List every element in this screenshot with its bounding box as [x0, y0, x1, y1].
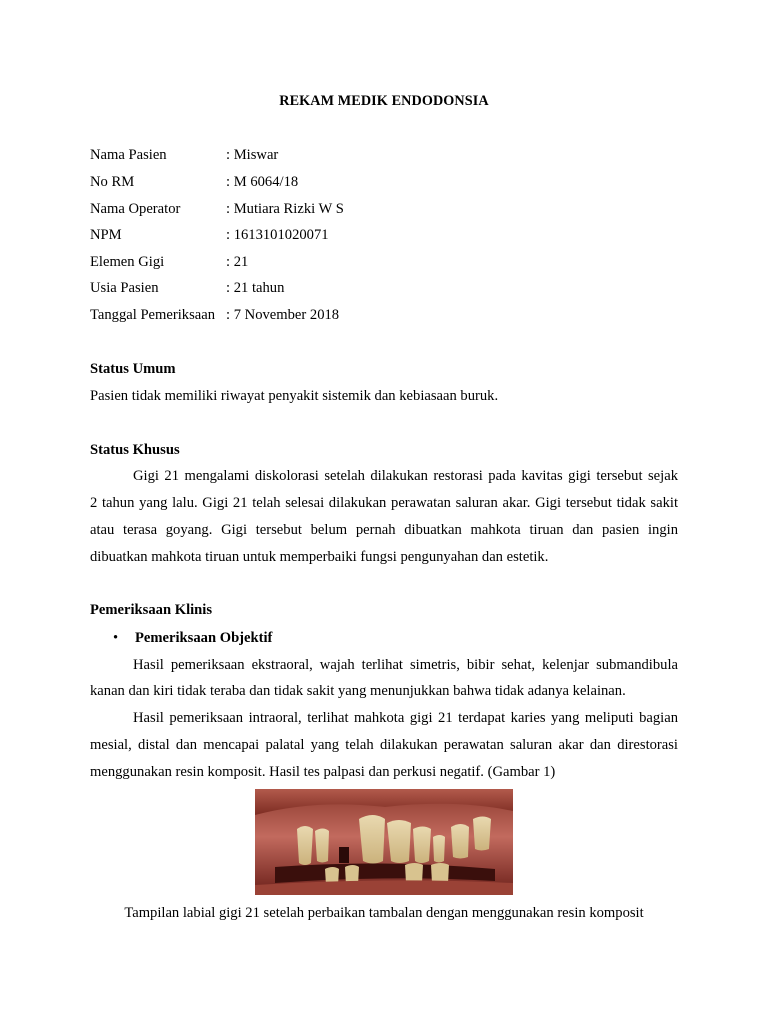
info-row-npm — [90, 225, 329, 245]
info-value: : 21 tahun — [226, 280, 285, 296]
info-value: : Mutiara Rizki W S — [226, 201, 344, 217]
info-row-elemen-gigi — [90, 252, 248, 272]
info-value: : 7 November 2018 — [226, 307, 340, 323]
status-khusus-heading: Status Khusus — [90, 442, 180, 458]
status-khusus-line: dibuatkan mahkota tiruan untuk memperbaiki fungsi pengunyahan dan estetik. — [90, 549, 549, 565]
info-label: Usia Pasien — [90, 280, 159, 296]
info-row-tanggal-pemeriksaan — [90, 305, 339, 325]
info-value: : 1613101020071 — [226, 227, 329, 243]
info-label: Tanggal Pemeriksaan — [90, 307, 216, 323]
figure-caption: Tampilan labial gigi 21 setelah perbaikan tambalan dengan menggunakan resin komposit — [124, 905, 644, 921]
bullet-item — [113, 628, 272, 648]
info-label: NPM — [90, 227, 122, 243]
objektif-line: mesial, distal dan mencapai palatal yang telah dilakukan perawatan saluran akar dan direstorasi — [90, 737, 678, 753]
status-umum-text: Pasien tidak memiliki riwayat penyakit sistemik dan kebiasaan buruk. — [90, 388, 499, 404]
bullet-icon: • — [113, 630, 119, 646]
objektif-line: kanan dan kiri tidak teraba dan tidak sakit yang menunjukkan bahwa tidak adanya kelainan. — [90, 683, 626, 699]
objektif-line: Hasil pemeriksaan ekstraoral, wajah terlihat simetris, bibir sehat, kelenjar submandibula — [133, 657, 678, 673]
status-umum-heading: Status Umum — [90, 361, 176, 377]
info-row-nama-pasien — [90, 145, 278, 165]
clinical-photo — [255, 789, 513, 895]
status-khusus-line: 2 tahun yang lalu. Gigi 21 telah selesai dilakukan perawatan saluran akar. Gigi tersebut tidak sakit — [90, 495, 678, 511]
objektif-line: menggunakan resin komposit. Hasil tes palpasi dan perkusi negatif. (Gambar 1) — [90, 764, 556, 780]
info-value: : Miswar — [226, 147, 279, 163]
info-row-nama-operator — [90, 199, 344, 219]
document-title: REKAM MEDIK ENDODONSIA — [279, 93, 489, 109]
info-label: Nama Pasien — [90, 147, 167, 163]
objektif-line: Hasil pemeriksaan intraoral, terlihat mahkota gigi 21 terdapat karies yang meliputi bagian — [133, 710, 678, 726]
info-label: No RM — [90, 174, 135, 190]
status-khusus-line: Gigi 21 mengalami diskolorasi setelah dilakukan restorasi pada kavitas gigi tersebut sejak — [133, 468, 678, 484]
pemeriksaan-klinis-heading: Pemeriksaan Klinis — [90, 602, 213, 618]
info-value: : 21 — [226, 254, 249, 270]
info-label: Elemen Gigi — [90, 254, 165, 270]
info-row-no-rm — [90, 172, 298, 192]
info-label: Nama Operator — [90, 201, 181, 217]
info-value: : M 6064/18 — [226, 174, 299, 190]
bullet-label: Pemeriksaan Objektif — [135, 630, 273, 646]
teeth-photo-illustration — [255, 789, 513, 895]
status-khusus-line: atau terasa goyang. Gigi tersebut belum pernah dibuatkan mahkota tiruan dan pasien ingin — [90, 522, 678, 538]
info-row-usia-pasien — [90, 278, 284, 298]
